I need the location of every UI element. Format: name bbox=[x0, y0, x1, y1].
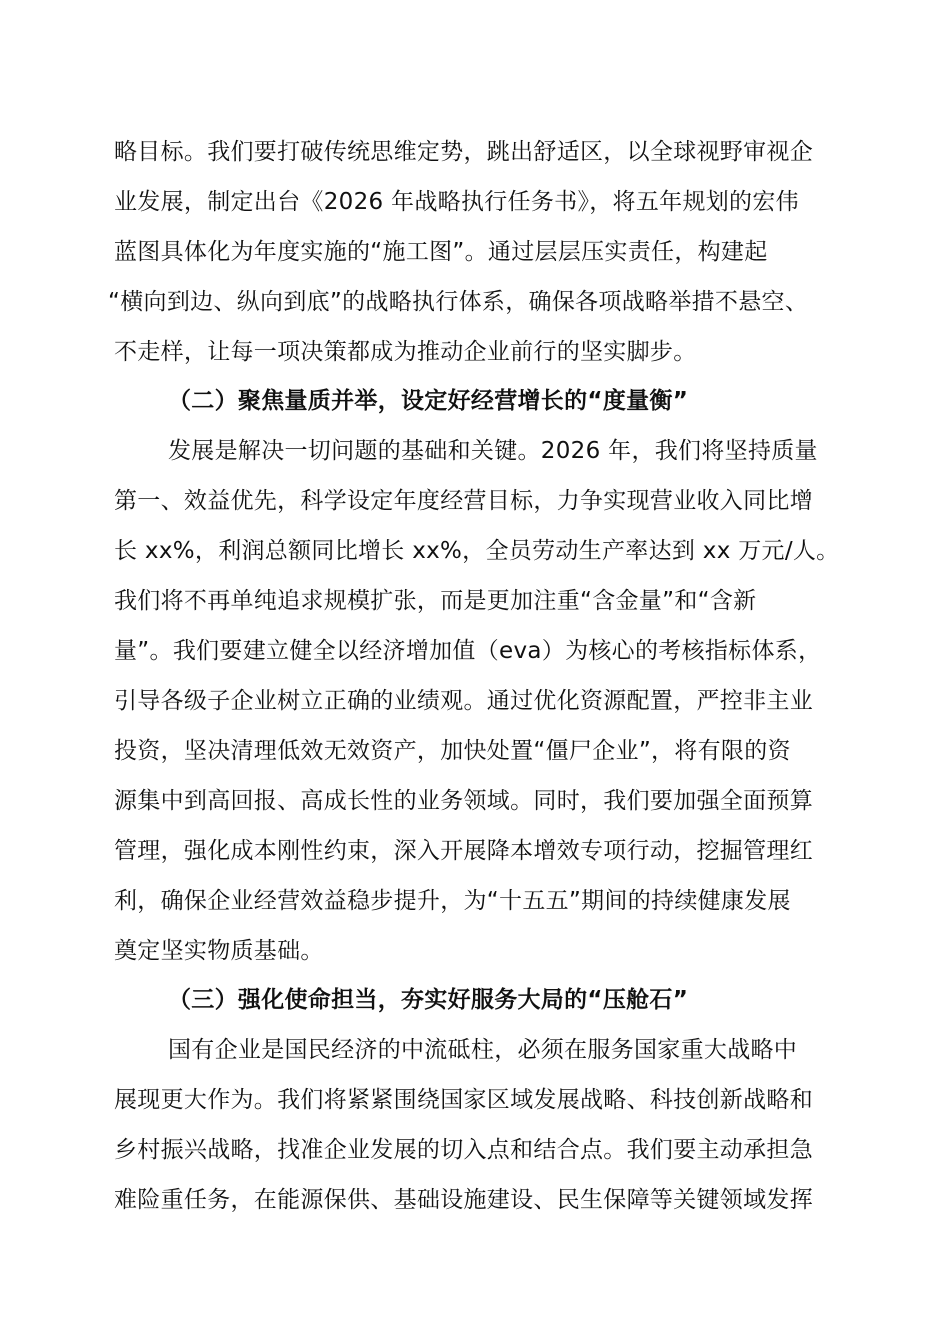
text-line: 管理，强化成本刚性约束，深入开展降本增效专项行动，挖掘管理红 bbox=[114, 838, 813, 864]
text-line: “横向到边、纵向到底”的战略执行体系，确保各项战略举措不悬空、 bbox=[108, 289, 809, 315]
section-heading: （三）强化使命担当，夯实好服务大局的“压舱石” bbox=[168, 987, 689, 1013]
text-line: 国有企业是国民经济的中流砥柱，必须在服务国家重大战略中 bbox=[168, 1037, 798, 1063]
text-line: 难险重任务，在能源保供、基础设施建设、民生保障等关键领域发挥 bbox=[114, 1187, 813, 1213]
text-line: 长 xx%，利润总额同比增长 xx%，全员劳动生产率达到 xx 万元/人。 bbox=[114, 538, 840, 564]
text-line: 不走样，让每一项决策都成为推动企业前行的坚实脚步。 bbox=[114, 339, 697, 365]
text-line: 略目标。我们要打破传统思维定势，跳出舒适区，以全球视野审视企 bbox=[114, 139, 813, 165]
section-heading: （二）聚焦量质并举，设定好经营增长的“度量衡” bbox=[168, 388, 689, 414]
text-line: 蓝图具体化为年度实施的“施工图”。通过层层压实责任，构建起 bbox=[114, 239, 768, 265]
text-line: 奠定坚实物质基础。 bbox=[114, 938, 324, 964]
text-line: 业发展，制定出台《2026 年战略执行任务书》，将五年规划的宏伟 bbox=[114, 189, 799, 215]
text-line: 引导各级子企业树立正确的业绩观。通过优化资源配置，严控非主业 bbox=[114, 688, 813, 714]
text-line: 投资，坚决清理低效无效资产，加快处置“僵尸企业”，将有限的资 bbox=[114, 738, 791, 764]
text-line: 利，确保企业经营效益稳步提升，为“十五五”期间的持续健康发展 bbox=[114, 888, 791, 914]
text-line: 我们将不再单纯追求规模扩张，而是更加注重“含金量”和“含新 bbox=[114, 588, 757, 614]
text-line: 量”。我们要建立健全以经济增加值（eva）为核心的考核指标体系， bbox=[114, 638, 822, 664]
text-line: 乡村振兴战略，找准企业发展的切入点和结合点。我们要主动承担急 bbox=[114, 1137, 813, 1163]
text-line: 展现更大作为。我们将紧紧围绕国家区域发展战略、科技创新战略和 bbox=[114, 1087, 813, 1113]
text-line: 第一、效益优先，科学设定年度经营目标，力争实现营业收入同比增 bbox=[114, 488, 813, 514]
text-line: 发展是解决一切问题的基础和关键。2026 年，我们将坚持质量 bbox=[168, 438, 818, 464]
text-line: 源集中到高回报、高成长性的业务领域。同时，我们要加强全面预算 bbox=[114, 788, 813, 814]
